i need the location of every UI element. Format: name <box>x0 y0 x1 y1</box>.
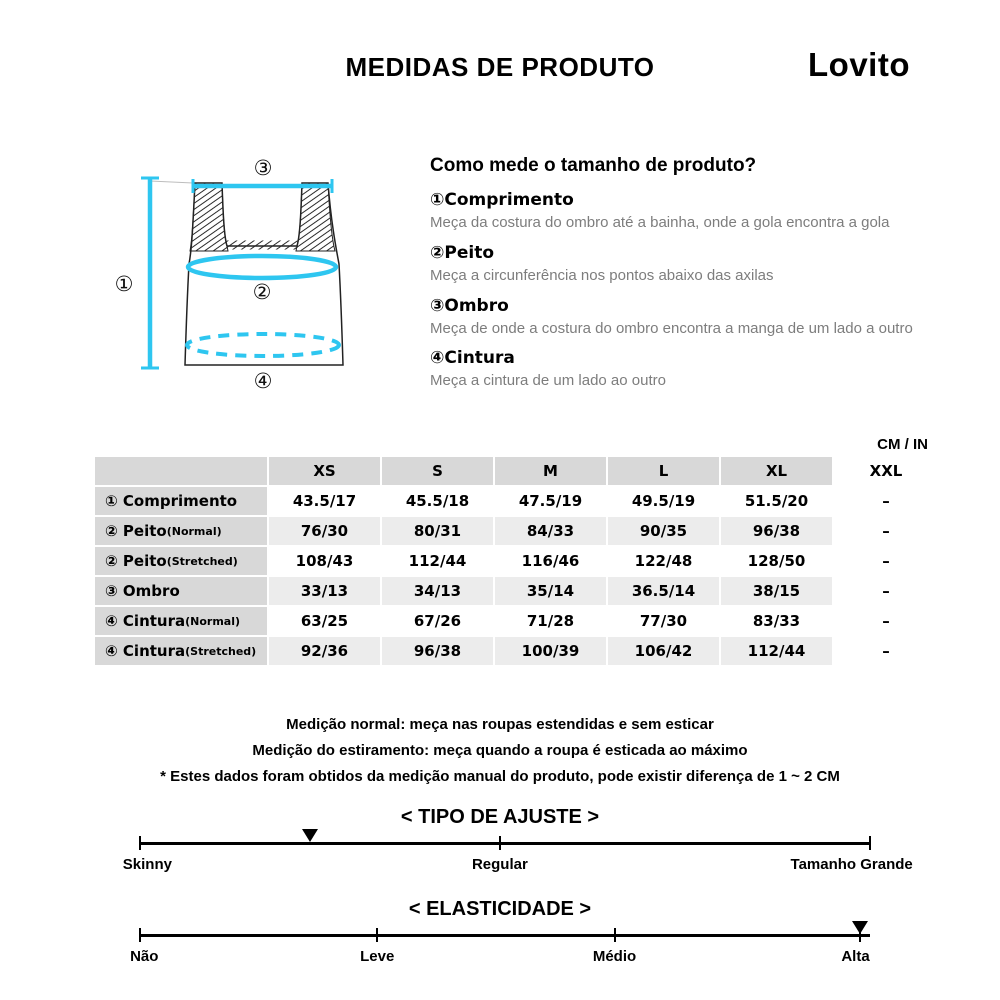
elasticity-scale <box>130 928 870 974</box>
guide-item-length-desc: Meça da costura do ombro até a bainha, onde a gola encontra a gola <box>430 214 890 231</box>
note-normal: Medição normal: meça nas roupas estendidas e sem esticar <box>286 716 714 733</box>
fit-type-scale <box>122 836 913 882</box>
fit-tick <box>499 836 501 850</box>
table-cell: 47.5/19 <box>495 487 606 515</box>
table-cell: – <box>834 607 938 635</box>
col-header-xs: XS <box>269 457 380 485</box>
col-header-s: S <box>382 457 493 485</box>
table-cell: 43.5/17 <box>269 487 380 515</box>
table-cell: 36.5/14 <box>608 577 719 605</box>
col-header-m: M <box>495 457 606 485</box>
unit-label: CM / IN <box>877 436 928 453</box>
marker-1-length: ① <box>114 272 134 296</box>
elasticity-tick <box>614 928 616 942</box>
tank-top-measurement-diagram <box>95 150 365 400</box>
row-label: ④ Cintura (Stretched) <box>95 637 267 665</box>
table-cell: 128/50 <box>721 547 832 575</box>
guide-item-chest-label: ②Peito <box>430 242 495 263</box>
table-cell: 76/30 <box>269 517 380 545</box>
table-cell: 112/44 <box>382 547 493 575</box>
guide-heading: Como mede o tamanho de produto? <box>430 155 757 176</box>
table-cell: 51.5/20 <box>721 487 832 515</box>
table-cell: 84/33 <box>495 517 606 545</box>
fit-marker-triangle-icon <box>302 829 318 842</box>
table-cell: 106/42 <box>608 637 719 665</box>
page-title: MEDIDAS DE PRODUTO <box>345 52 655 82</box>
table-cell: – <box>834 517 938 545</box>
size-table <box>95 457 938 665</box>
table-cell: 116/46 <box>495 547 606 575</box>
guide-item-waist-desc: Meça a cintura de um lado ao outro <box>430 372 666 390</box>
guide-item-waist-label: ④Cintura <box>430 348 515 369</box>
table-cell: – <box>834 637 938 665</box>
elasticity-title: < ELASTICIDADE > <box>408 898 592 920</box>
elasticity-scale-line <box>140 934 870 937</box>
fit-label-oversize: Tamanho Grande <box>790 856 913 873</box>
fit-label-regular: Regular <box>471 856 528 873</box>
table-cell: 34/13 <box>382 577 493 605</box>
row-label: ② Peito (Stretched) <box>95 547 267 575</box>
row-label: ④ Cintura (Normal) <box>95 607 267 635</box>
guide-item-length-label: ①Comprimento <box>430 190 574 210</box>
table-cell: – <box>834 487 938 515</box>
table-cell: 63/25 <box>269 607 380 635</box>
table-cell: – <box>834 547 938 575</box>
table-cell: 122/48 <box>608 547 719 575</box>
marker-4-waist: ④ <box>253 369 273 393</box>
brand-logo: Lovito <box>808 46 910 83</box>
row-label: ① Comprimento <box>95 487 267 515</box>
table-cell: 96/38 <box>721 517 832 545</box>
table-cell: – <box>834 577 938 605</box>
row-label: ② Peito (Normal) <box>95 517 267 545</box>
marker-2-chest: ② <box>252 280 272 304</box>
table-cell: 77/30 <box>608 607 719 635</box>
table-cell: 83/33 <box>721 607 832 635</box>
table-cell: 108/43 <box>269 547 380 575</box>
table-cell: 100/39 <box>495 637 606 665</box>
table-cell: 80/31 <box>382 517 493 545</box>
fit-type-title: < TIPO DE AJUSTE > <box>400 806 600 828</box>
elasticity-label-none: Não <box>130 948 159 965</box>
table-cell: 38/15 <box>721 577 832 605</box>
note-tolerance: * Estes dados foram obtidos da medição manual do produto, pode existir diferença de 1 ~ 2 CM <box>160 768 840 785</box>
table-corner-cell <box>95 457 267 485</box>
table-cell: 33/13 <box>269 577 380 605</box>
measurement-notes <box>0 712 1000 790</box>
table-cell: 112/44 <box>721 637 832 665</box>
row-label: ③ Ombro <box>95 577 267 605</box>
measure-guide <box>430 155 945 392</box>
fit-tick <box>139 836 141 850</box>
table-cell: 90/35 <box>608 517 719 545</box>
elasticity-tick <box>139 928 141 942</box>
table-cell: 67/26 <box>382 607 493 635</box>
marker-3-shoulder: ③ <box>253 156 273 180</box>
table-cell: 96/38 <box>382 637 493 665</box>
table-cell: 35/14 <box>495 577 606 605</box>
fit-tick <box>869 836 871 850</box>
col-header-xl: XL <box>721 457 832 485</box>
guide-item-shoulder-desc: Meça de onde a costura do ombro encontra a manga de um lado a outro <box>430 319 913 337</box>
elasticity-tick <box>376 928 378 942</box>
table-cell: 49.5/19 <box>608 487 719 515</box>
elasticity-marker-triangle-icon <box>852 921 868 934</box>
elasticity-label-light: Leve <box>360 948 395 965</box>
table-cell: 92/36 <box>269 637 380 665</box>
table-cell: 45.5/18 <box>382 487 493 515</box>
elasticity-label-high: Alta <box>841 948 870 965</box>
table-cell: 71/28 <box>495 607 606 635</box>
guide-item-shoulder-label: ③Ombro <box>430 295 509 316</box>
col-header-l: L <box>608 457 719 485</box>
col-header-xxl: XXL <box>834 457 938 485</box>
fit-scale-line <box>140 842 870 845</box>
fit-label-skinny: Skinny <box>122 856 172 873</box>
guide-item-chest-desc: Meça a circunferência nos pontos abaixo das axilas <box>430 266 774 284</box>
elasticity-label-medium: Médio <box>592 948 637 965</box>
note-stretch: Medição do estiramento: meça quando a roupa é esticada ao máximo <box>252 742 748 759</box>
